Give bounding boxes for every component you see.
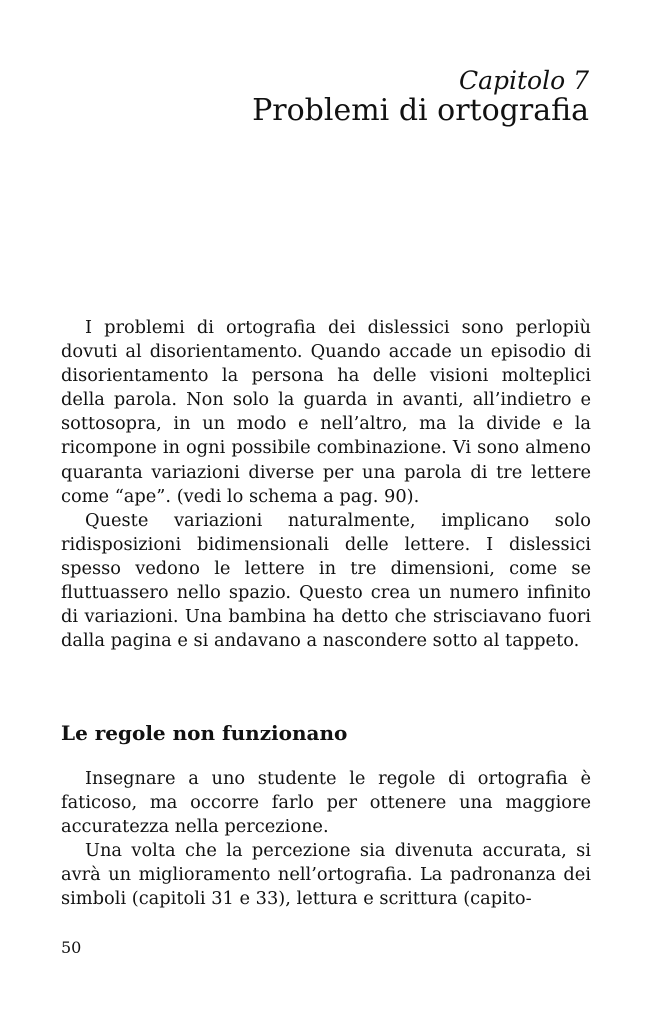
paragraph: I problemi di ortografia dei dislessici sono perlopiù dovuti al disorientamento. Quando accade un episodio di disorientamento la persona ha delle visioni molteplici della parola. Non solo la guarda in avanti, all’indietro e sottosopra, in un modo e nell’altro, ma la divide e la ricompone in ogni possibile combinazione. Vi sono almeno quaranta variazioni diverse per una parola di tre lettere come “ape”. (vedi lo schema a pag. 90). — [61, 317, 591, 507]
intro-text — [61, 316, 591, 653]
page-number: 50 — [61, 938, 82, 957]
paragraph: Queste variazioni naturalmente, implicano solo ridisposizioni bidimensionali delle lettere. I dislessici spesso vedono le lettere in tre dimensioni, come se fluttuassero nello spazio. Questo crea un numero infinito di variazioni. Una bambina ha detto che strisciavano fuori dalla pagina e si andavano a nascondere sotto al tappeto. — [61, 509, 591, 652]
paragraph: Insegnare a uno studente le regole di ortografia è faticoso, ma occorre farlo per ottenere una maggiore accuratezza nella percezione. — [61, 768, 591, 838]
section-heading: Le regole non funzionano — [61, 721, 348, 745]
chapter-label: Capitolo 7 — [458, 66, 589, 95]
section-text — [61, 767, 591, 912]
chapter-title: Problemi di ortografia — [252, 93, 589, 128]
paragraph: Una volta che la percezione sia divenuta accurata, si avrà un miglioramento nell’ortografia. La padronanza dei simboli (capitoli 31 e 33), lettura e scrittura (capito- — [61, 840, 591, 910]
